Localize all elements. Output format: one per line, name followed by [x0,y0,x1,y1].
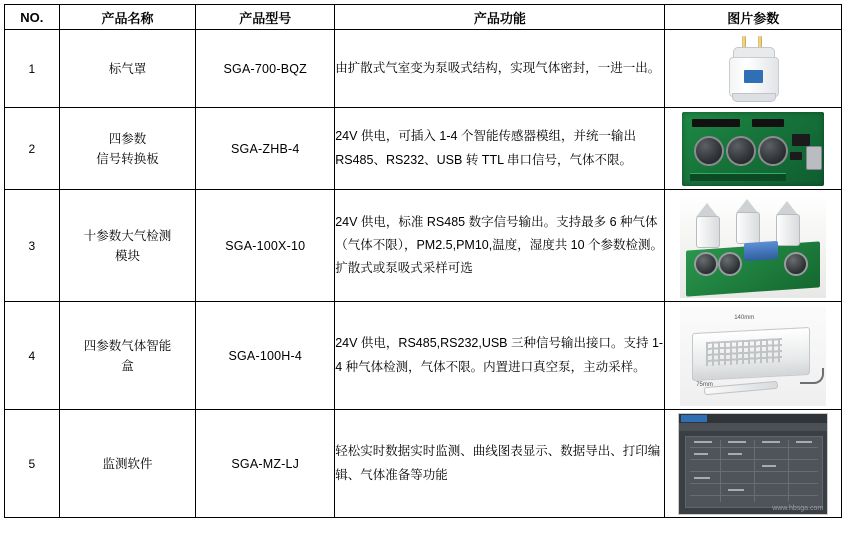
table-body [5,30,842,518]
header-product-name: 产品名称 [59,5,196,30]
module-round-sensor [694,252,718,276]
row-product-model: SGA-100X-10 [196,190,335,302]
hood-label [744,70,763,83]
row-product-name [59,108,196,190]
product-spec-sheet [0,4,846,537]
pcb-socket [758,136,788,166]
grid-text [694,453,708,455]
row-product-image [665,190,842,302]
row-product-image [665,410,842,518]
grid-text [728,489,744,491]
software-toolbar [679,423,827,431]
row-product-model: SGA-100H-4 [196,302,335,410]
grid-text [694,441,712,443]
grid-text [762,441,780,443]
module-illustration [680,194,826,298]
pcb-chip [792,134,810,146]
header-no: NO. [5,5,60,30]
pcb-chip [790,152,802,160]
grid-text [728,453,742,455]
product-name-line-1: 十参数大气检测 [83,228,172,243]
grid-text [796,441,812,443]
module-sensor [696,216,720,248]
product-name-line-2: 模块 [114,248,140,263]
signal-converter-board-photo [665,108,841,189]
module-sensor [736,212,760,244]
dimension-width-label: 140mm [734,314,755,321]
table-row [5,302,842,410]
row-product-image [665,30,842,108]
row-number: 4 [5,302,60,410]
row-product-function: 24V 供电，RS485,RS232,USB 三种信号输出接口。支持 1-4 种气体检测，气体不限。内置进口真空泵，主动采样。 [335,302,665,410]
row-product-image [665,302,842,410]
product-name-line-2: 盒 [121,358,134,373]
row-product-model: SGA-700-BQZ [196,30,335,108]
monitoring-software-screenshot [665,410,841,517]
row-product-function: 由扩散式气室变为泵吸式结构，实现气体密封，一进一出。 [335,30,665,108]
product-name-line-2: 信号转换板 [96,151,159,166]
table-row [5,410,842,518]
row-product-function: 24V 供电，可插入 1-4 个智能传感器模组，并统一输出 RS485、RS232、USB 转 TTL 串口信号，气体不限。 [335,108,665,190]
row-number: 3 [5,190,60,302]
product-table [4,4,842,518]
row-product-model: SGA-ZHB-4 [196,108,335,190]
instrument-box-illustration [680,306,826,406]
box-power-cord [800,368,824,384]
product-name-line-1: 四参数气体智能 [83,338,172,353]
header-image-parameters: 图片参数 [665,5,842,30]
pcb-terminal-strip [690,173,786,181]
table-row [5,190,842,302]
gas-hood-illustration [724,36,782,102]
pcb-port [806,146,822,170]
pcb-socket [694,136,724,166]
watermark-text: www.hbsga.com [772,504,824,512]
grid-text [762,465,776,467]
grid-text [728,441,746,443]
table-row [5,30,842,108]
product-name-line-1: 四参数 [108,131,147,146]
grid-col-line [754,440,755,502]
pcb-illustration [682,112,824,186]
row-product-function: 轻松实时数据实时监测、曲线图表显示、数据导出、打印编辑、气体准备等功能 [335,410,665,518]
row-product-model: SGA-MZ-LJ [196,410,335,518]
software-window-illustration [678,413,828,515]
grid-col-line [788,440,789,502]
pcb-header-right [752,119,784,127]
module-round-sensor [718,252,742,276]
header-product-model: 产品型号 [196,5,335,30]
smart-box-photo [665,302,841,409]
row-number: 2 [5,108,60,190]
row-product-name: 标气罩 [59,30,196,108]
header-row [5,5,842,30]
row-product-name [59,302,196,410]
gas-hood-photo [665,30,841,107]
module-round-sensor [784,252,808,276]
box-probe [704,380,778,394]
module-inlet-cone [696,203,718,217]
module-sensor [776,214,800,246]
table-header [5,5,842,30]
row-product-image [665,108,842,190]
pcb-socket [726,136,756,166]
header-product-function: 产品功能 [335,5,665,30]
row-number: 1 [5,30,60,108]
row-product-name: 监测软件 [59,410,196,518]
row-product-function: 24V 供电，标准 RS485 数字信号输出。支持最多 6 种气体（气体不限），PM2.5,PM10,温度，湿度共 10 个参数检测。扩散式或泵吸式采样可选 [335,190,665,302]
software-data-panel [685,436,823,508]
software-title-badge [681,415,707,422]
module-blue-sensor [744,240,778,260]
module-inlet-cone [736,199,758,213]
dimension-height-label: 75mm [696,381,713,388]
table-row [5,108,842,190]
grid-col-line [720,440,721,502]
row-product-name [59,190,196,302]
module-inlet-cone [776,201,798,215]
ten-parameter-module-photo [665,190,841,301]
pcb-header-left [692,119,740,127]
box-grill [706,338,782,366]
row-number: 5 [5,410,60,518]
grid-text [694,477,710,479]
hood-base [732,93,776,102]
